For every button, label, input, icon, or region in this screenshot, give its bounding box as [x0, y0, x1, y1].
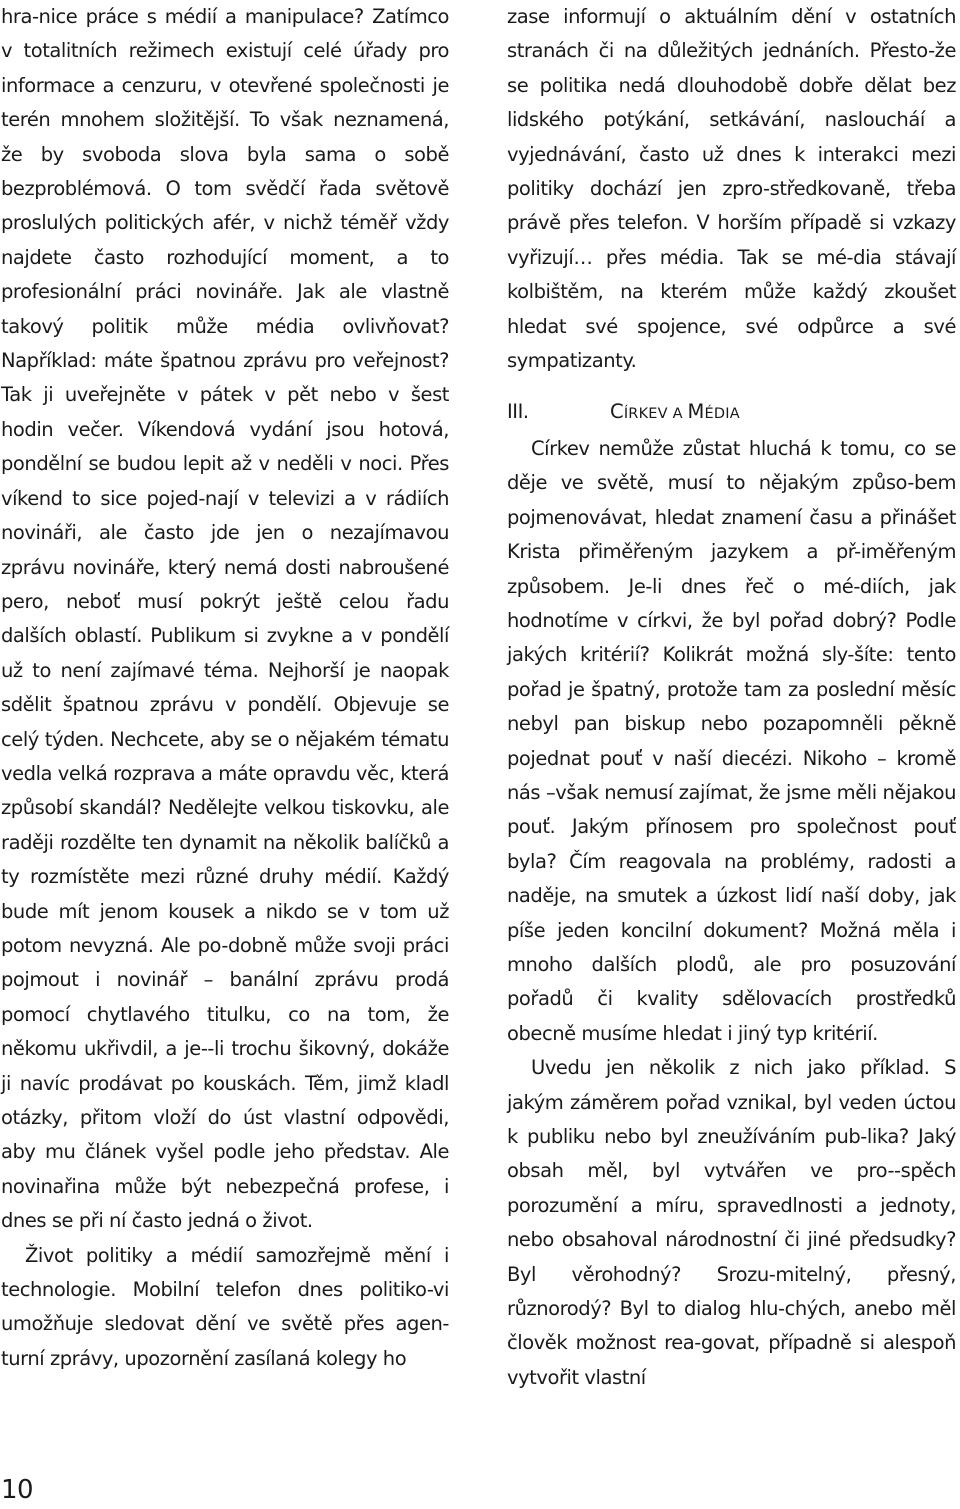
section-heading — [507, 395, 956, 431]
section-title — [610, 400, 740, 423]
section-title-initial-2: M — [687, 400, 705, 424]
right-column — [507, 0, 956, 1395]
left-paragraph-2: Život politiky a médií samozřejmě mění i technologie. Mobilní telefon dnes politiko-vi umožňuje sledovat dění ve světě přes agen-turní zprávy, upozornění zasílaná kolegy ho — [1, 1243, 449, 1370]
section-title-initial-1: C — [610, 400, 624, 424]
section-title-rest-2: ÉDIA — [704, 406, 740, 423]
right-paragraph-1: Církev nemůže zůstat hluchá k tomu, co se děje ve světě, musí to nějakým způso-bem pojmenovávat, hledat znamení času a přinášet Krista přiměřeným jazykem a př-iměřeným způsobem. Je-li dnes řeč o mé-diích, jak hodnotíme v církvi, že byl pořad dobrý? Podle jakých kritérií? Kolikrát možná sly-šíte: tento pořad je špatný, protože tam za poslední měsíc nebyl pan biskup nebo pozapomněli pěkně pojednat pouť v naší diecézi. Nikoho – kromě nás –však nemusí zajímat, že jsme měli nějakou pouť. Jakým přínosem pro společnost pouť byla? Čím reagovala na problémy, radosti a naděje, na smutek a úzkost lidí naší doby, jak píše jeden koncilní dokument? Možná měla i mnoho dalších plodů, ale pro posuzování pořadů či kvality sdělovacích prostředků obecně musíme hledat i jiný typ kritérií. — [507, 436, 956, 1045]
section-number: III. — [507, 400, 529, 424]
section-title-rest-1: ÍRKEV A — [623, 406, 688, 423]
left-paragraph-1: hra-nice práce s médií a manipulace? Zatímco v totalitních režimech existují celé úřady pro informace a cenzuru, v otevřené společnosti je terén mnohem složitější. To však neznamená, že by svoboda slova byla sama o sobě bezproblémová. O tom svědčí řada světově proslulých politických afér, v nichž téměř vždy najdete často rozhodující moment, a to profesionální práci novináře. Jak ale vlastně takový politik může média ovlivňovat? Například: máte špatnou zprávu pro veřejnost? Tak ji uveřejněte v pátek v pět nebo v šest hodin večer. Víkendová vydání jsou hotová, pondělní se budou lepit až v neděli v noci. Přes víkend to sice pojed-nají v televizi a v rádiích novináři, ale často jde jen o nezajímavou zprávu novináře, který nemá dosti nabroušené pero, neboť musí pokrýt ještě celou řadu dalších oblastí. Publikum si zvykne a v pondělí už to není zajímavé téma. Nejhorší je naopak sdělit špatnou zprávu v pondělí. Objevuje se celý týden. Nechcete, aby se o nějakém tématu vedla velká rozprava a máte opravdu věc, která způsobí skandál? Nedělejte velkou tiskovku, ale raději rozdělte ten dynamit na několik balíčků a ty rozmístěte mezi různé druhy médií. Každý bude mít jenom kousek a nikdo se v tom už potom nevyzná. Ale po-dobně může svoji práci pojmout i novinář – banální zprávu prodá pomocí chytlavého titulku, co na tom, že někomu ukřivdil, a je--li trochu šikovný, dokáže ji navíc prodávat po kouskách. Těm, jimž kladl otázky, přitom vloží do úst vlastní odpovědi, aby mu článek vyšel podle jeho představ. Ale novinařina může být nebezpečná profese, i dnes se při ní často jedná o život. — [1, 5, 449, 1233]
page-number: 10 — [1, 1475, 34, 1505]
left-column — [1, 0, 449, 1376]
right-paragraph-2: Uvedu jen několik z nich jako příklad. S jakým záměrem pořad vznikal, byl veden úctou k publiku nebo byl zneužíváním pub-lika? Jaký obsah měl, byl vytvářen ve pro--spěch porozumění a míru, spravedlnosti a jednoty, nebo obsahoval národnostní či jiné předsudky? Byl věrohodný? Srozu-mitelný, přesný, různorodý? Byl to dialog hlu-chých, anebo měl člověk možnost rea-govat, případně si alespoň vytvořit vlastní — [507, 1056, 956, 1389]
right-intro-paragraph: zase informují o aktuálním dění v ostatních stranách či na důležitých jednáních. Přesto-že se politika nedá dlouhodobě dobře dělat bez lidského potýkání, setkávání, nasloucháí a vyjednávání, často už dnes k interakci mezi politiky dochází jen zpro-středkovaně, třeba právě přes telefon. V horším případě si vzkazy vyřizují… přes média. Tak se mé-dia stávají kolbištěm, na kterém může každý zkoušet hledat své spojence, své odpůrce a své sympatizanty. — [507, 5, 956, 373]
